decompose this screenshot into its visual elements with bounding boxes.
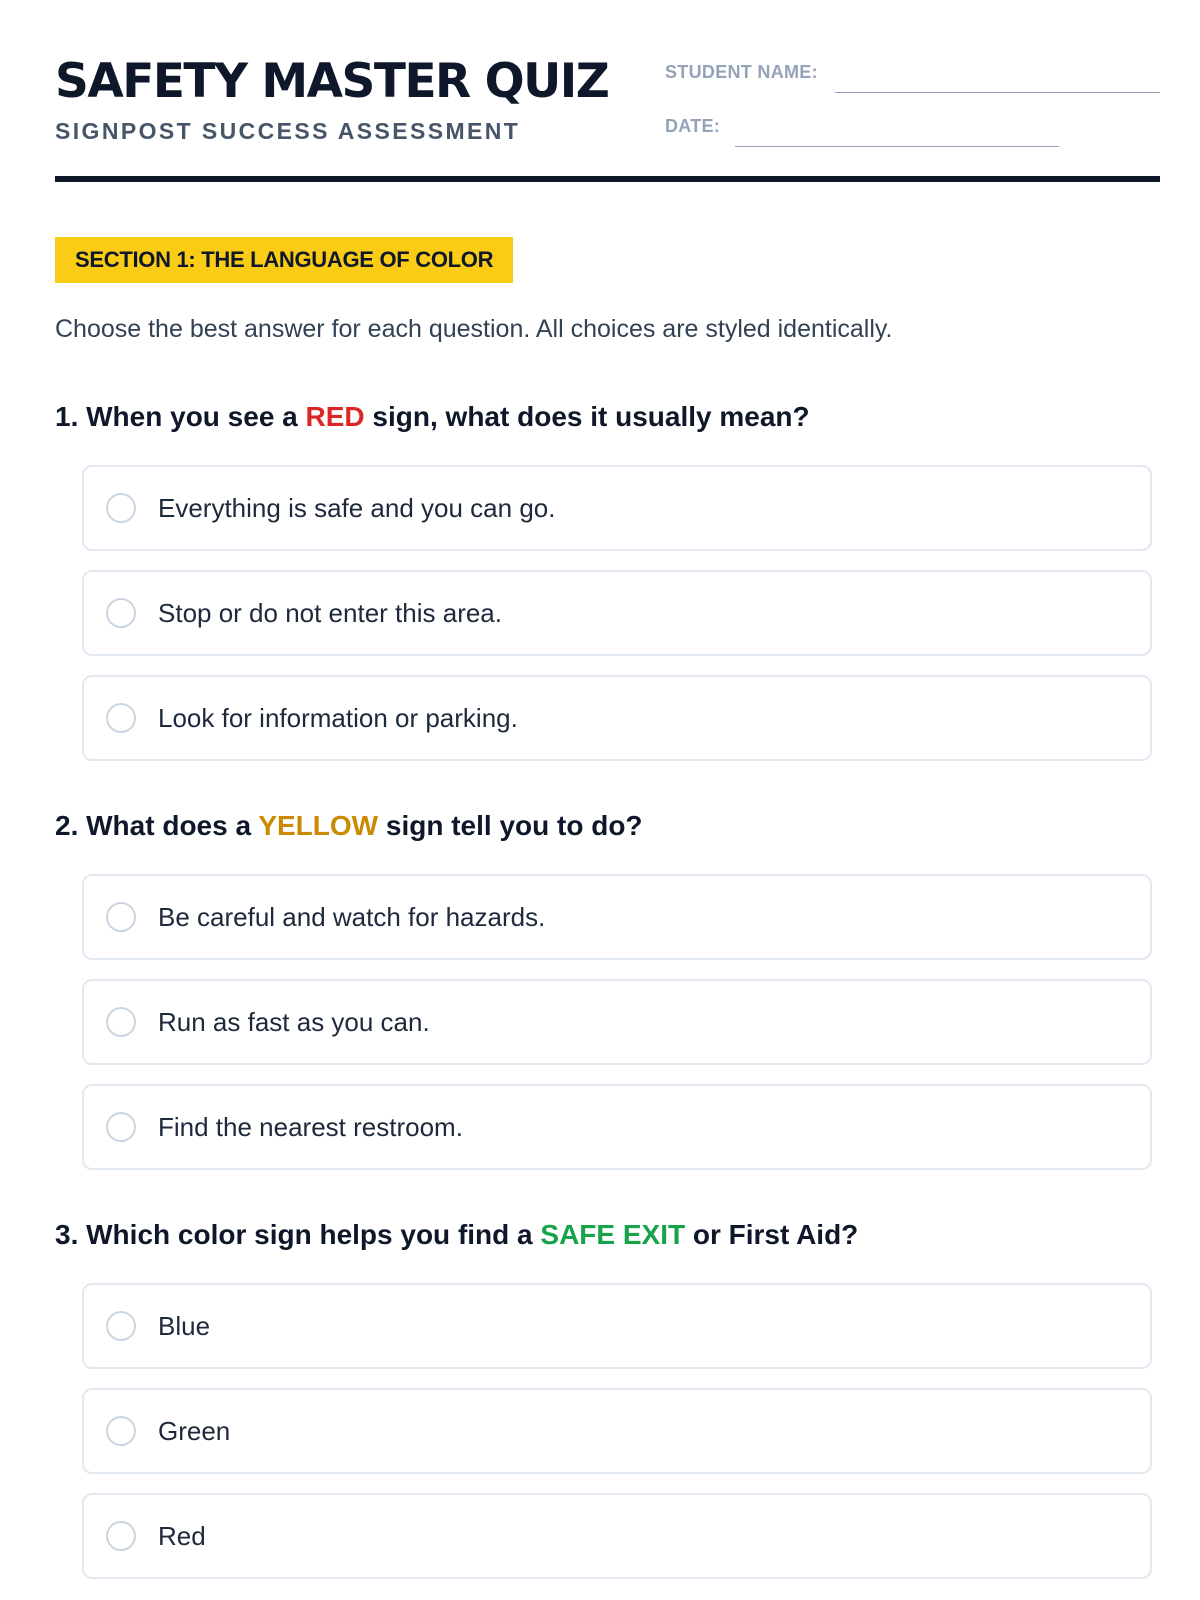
answer-option[interactable] [82,1388,1152,1474]
question-keyword: YELLOW [258,810,379,841]
option-label: Red [158,1521,206,1551]
radio-button[interactable] [106,1007,136,1037]
question-text: 2. What does a [55,810,259,841]
page-title: SAFETY MASTER QUIZ [55,54,609,109]
question-text: 1. When you see a [55,401,306,432]
question-keyword: SAFE EXIT [540,1219,686,1250]
option-label: Find the nearest restroom. [158,1112,463,1142]
radio-button[interactable] [106,493,136,523]
radio-button[interactable] [106,703,136,733]
question-text: or First Aid? [685,1219,859,1250]
option-label: Everything is safe and you can go. [158,493,556,523]
option-label: Look for information or parking. [158,703,518,733]
answer-option[interactable] [82,570,1152,656]
answer-option[interactable] [82,874,1152,960]
radio-button[interactable] [106,1112,136,1142]
answer-option[interactable] [82,465,1152,551]
question-text: sign, what does it usually mean? [364,401,810,432]
radio-button[interactable] [106,902,136,932]
answer-option[interactable] [82,675,1152,761]
radio-button[interactable] [106,598,136,628]
instructions-text: Choose the best answer for each question. All choices are styled identically. [55,315,893,343]
question-text: sign tell you to do? [378,810,643,841]
date-label: DATE: [665,116,721,136]
answer-option[interactable] [82,1283,1152,1369]
answer-option[interactable] [82,1084,1152,1170]
question-1 [55,401,810,433]
student-name-label: STUDENT NAME: [665,62,818,82]
question-3 [55,1219,858,1251]
radio-button[interactable] [106,1311,136,1341]
option-label: Blue [158,1311,211,1341]
answer-option[interactable] [82,979,1152,1065]
option-label: Run as fast as you can. [158,1007,430,1037]
option-label: Stop or do not enter this area. [158,598,502,628]
radio-button[interactable] [106,1416,136,1446]
section-badge: SECTION 1: THE LANGUAGE OF COLOR [55,237,513,283]
question-2 [55,810,643,842]
question-keyword: RED [305,401,365,432]
question-text: 3. Which color sign helps you find a [55,1219,541,1250]
date-field[interactable] [735,146,1059,147]
header-divider [55,176,1160,182]
quiz-header [55,0,1160,184]
option-label: Be careful and watch for hazards. [158,902,546,932]
answer-option[interactable] [82,1493,1152,1579]
option-label: Green [158,1416,231,1446]
student-name-field[interactable] [835,92,1160,93]
page-subtitle: SIGNPOST SUCCESS ASSESSMENT [55,118,521,144]
radio-button[interactable] [106,1521,136,1551]
